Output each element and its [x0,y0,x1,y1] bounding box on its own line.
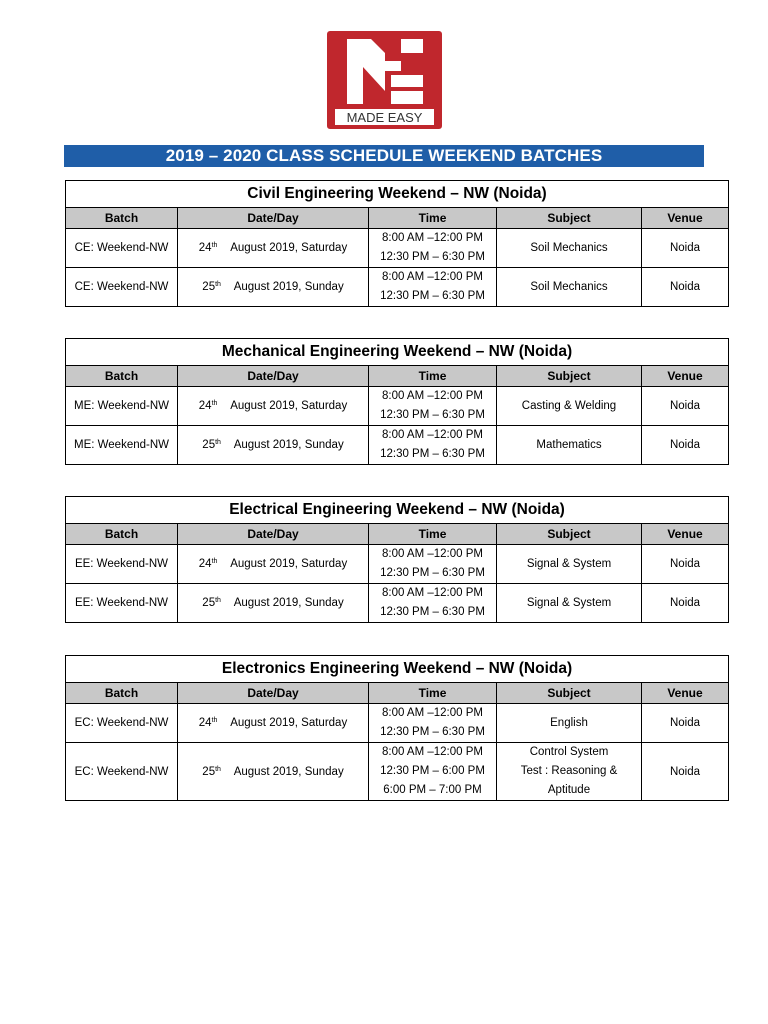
schedule-table [65,180,729,307]
batch-cell: ME: Weekend-NW [66,426,178,465]
subject-cell [497,704,642,743]
batch-cell: CE: Weekend-NW [66,268,178,307]
subject-line: Casting & Welding [521,399,617,412]
date-text: August 2019, Saturday [230,717,348,729]
day-number: 25 [202,281,216,293]
time-slot: 12:30 PM – 6:30 PM [380,290,485,302]
day-suffix: th [211,242,218,249]
time-slot: 8:00 AM –12:00 PM [381,548,483,560]
batch-cell: EC: Weekend-NW [66,743,178,801]
date-cell [178,387,369,426]
table-row [66,704,729,743]
date-cell [178,743,369,801]
table-row [66,584,729,623]
time-cell [369,704,497,743]
subject-cell [497,584,642,623]
subject-cell [497,545,642,584]
date-cell [178,426,369,465]
venue-cell: Noida [642,426,729,465]
column-header: Subject [497,524,642,545]
time-slot: 8:00 AM –12:00 PM [381,232,483,244]
subject-cell [497,268,642,307]
column-header: Batch [66,524,178,545]
subject-line: Aptitude [547,784,591,796]
time-slot: 12:30 PM – 6:30 PM [380,448,485,460]
column-header: Date/Day [178,366,369,387]
column-header: Batch [66,366,178,387]
time-slot: 8:00 AM –12:00 PM [381,429,483,441]
date-cell [178,704,369,743]
column-header: Batch [66,683,178,704]
time-cell [369,545,497,584]
time-slot: 6:00 PM – 7:00 PM [383,784,482,796]
section-title: Mechanical Engineering Weekend – NW (Noida) [66,339,729,366]
day-number: 25 [202,439,216,451]
time-slot: 12:30 PM – 6:30 PM [380,409,485,421]
batch-cell: EE: Weekend-NW [66,545,178,584]
section-title: Electronics Engineering Weekend – NW (Noida) [66,656,729,683]
date-text: August 2019, Sunday [233,765,344,778]
time-cell [369,743,497,801]
column-header: Venue [642,366,729,387]
time-slot: 12:30 PM – 6:30 PM [380,567,485,579]
date-text: August 2019, Sunday [233,281,344,293]
time-cell [369,268,497,307]
subject-line: Mathematics [536,438,602,451]
day-number: 25 [202,765,216,778]
venue-cell: Noida [642,387,729,426]
venue-cell: Noida [642,743,729,801]
date-cell [178,584,369,623]
schedule-table [65,496,729,623]
date-text: August 2019, Saturday [230,242,348,254]
day-suffix: th [211,717,218,724]
column-header: Batch [66,208,178,229]
batch-cell: CE: Weekend-NW [66,229,178,268]
table-row [66,387,729,426]
subject-line: Test : Reasoning & [520,765,618,777]
column-header: Subject [497,683,642,704]
time-cell [369,387,497,426]
schedule-table [65,655,729,801]
subject-cell [497,743,642,801]
table-row [66,229,729,268]
day-number: 25 [202,597,216,609]
time-slot: 12:30 PM – 6:30 PM [380,606,485,618]
date-cell [178,268,369,307]
batch-cell: ME: Weekend-NW [66,387,178,426]
time-slot: 8:00 AM –12:00 PM [381,587,483,599]
subject-line: Soil Mechanics [530,280,608,293]
date-text: August 2019, Sunday [233,597,344,609]
table-row [66,743,729,801]
subject-line: Signal & System [526,557,612,570]
day-number: 24 [198,558,212,570]
schedule-table [65,338,729,465]
column-header: Date/Day [178,524,369,545]
time-slot: 8:00 AM –12:00 PM [381,390,483,402]
day-suffix: th [215,597,221,604]
subject-line: Soil Mechanics [530,241,608,254]
column-header: Time [369,524,497,545]
column-header: Venue [642,524,729,545]
day-number: 24 [198,400,212,412]
day-suffix: th [215,439,221,446]
made-easy-logo [327,31,442,129]
date-cell [178,229,369,268]
column-header: Date/Day [178,208,369,229]
section-title: Civil Engineering Weekend – NW (Noida) [66,181,729,208]
subject-line: English [550,716,588,729]
day-number: 24 [198,717,212,729]
time-slot: 8:00 AM –12:00 PM [381,707,483,719]
time-slot: 12:30 PM – 6:00 PM [380,765,485,777]
column-header: Subject [497,208,642,229]
venue-cell: Noida [642,545,729,584]
day-suffix: th [215,765,221,773]
date-text: August 2019, Sunday [233,439,344,451]
day-suffix: th [211,400,218,407]
subject-cell [497,426,642,465]
venue-cell: Noida [642,229,729,268]
table-row [66,268,729,307]
time-cell [369,584,497,623]
day-suffix: th [211,558,218,565]
table-row [66,426,729,465]
table-row [66,545,729,584]
batch-cell: EC: Weekend-NW [66,704,178,743]
venue-cell: Noida [642,584,729,623]
venue-cell: Noida [642,268,729,307]
subject-line: Signal & System [526,596,612,609]
column-header: Venue [642,208,729,229]
date-cell [178,545,369,584]
time-slot: 8:00 AM –12:00 PM [381,271,483,283]
column-header: Time [369,366,497,387]
date-text: August 2019, Saturday [230,400,348,412]
column-header: Time [369,683,497,704]
time-slot: 12:30 PM – 6:30 PM [380,251,485,263]
venue-cell: Noida [642,704,729,743]
subject-cell [497,387,642,426]
schedule-banner-title: 2019 – 2020 CLASS SCHEDULE WEEKEND BATCHES [64,145,704,167]
time-slot: 8:00 AM –12:00 PM [381,746,483,758]
logo-text: MADE EASY [346,110,423,125]
day-number: 24 [198,242,212,254]
time-cell [369,426,497,465]
date-text: August 2019, Saturday [230,558,348,570]
subject-line: Control System [529,746,609,758]
column-header: Time [369,208,497,229]
section-title: Electrical Engineering Weekend – NW (Noida) [66,497,729,524]
column-header: Venue [642,683,729,704]
column-header: Subject [497,366,642,387]
day-suffix: th [215,281,221,288]
time-slot: 12:30 PM – 6:30 PM [380,726,485,738]
batch-cell: EE: Weekend-NW [66,584,178,623]
column-header: Date/Day [178,683,369,704]
subject-cell [497,229,642,268]
time-cell [369,229,497,268]
